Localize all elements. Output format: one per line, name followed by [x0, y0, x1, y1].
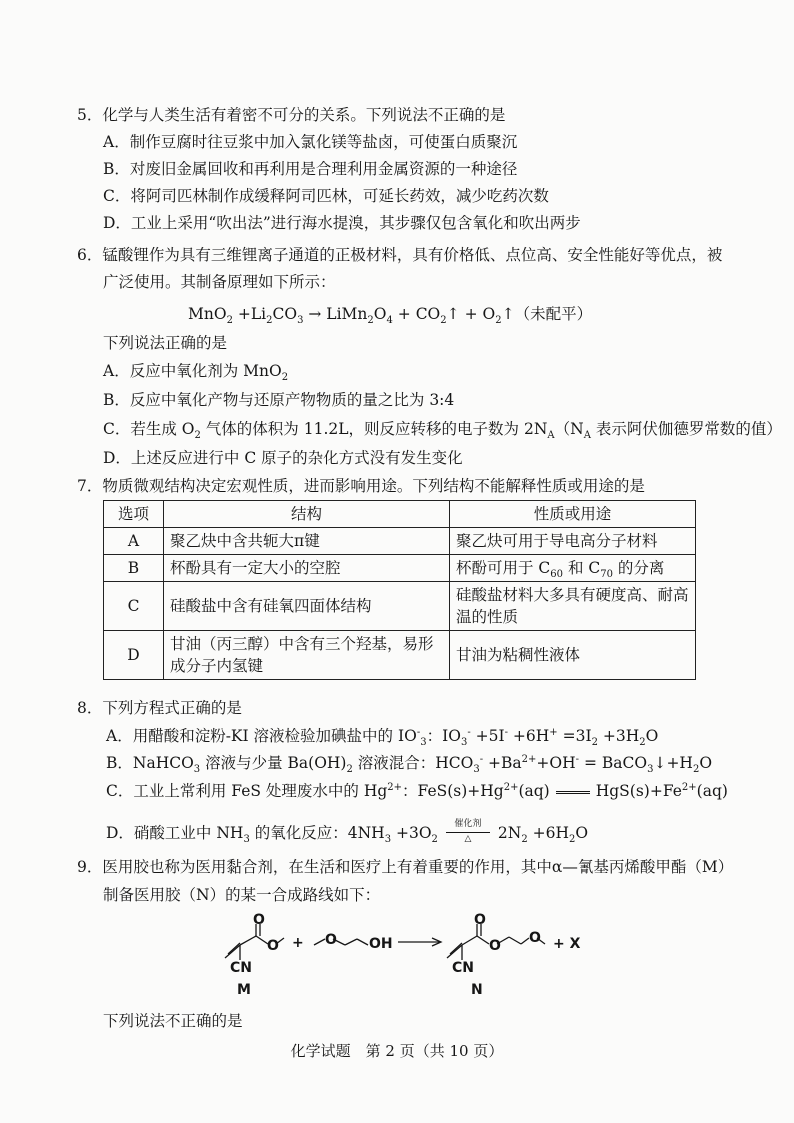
- q8-stem: 8．下列方程式正确的是: [77, 699, 242, 717]
- q9-prompt: 下列说法不正确的是: [103, 1012, 243, 1030]
- row-option: D: [104, 631, 164, 680]
- q8-option-c: C．工业上常利用 FeS 处理废水中的 $Hg^{2+}$：$FeS(s)+Hg^{2+}(aq)$ $HgS(s)+Fe^{2+}(aq)$: [106, 781, 728, 800]
- q6-stem-line1: 6．锰酸锂作为具有三维锂离子通道的正极材料，具有价格低、点位高、安全性能好等优点，被: [77, 246, 723, 264]
- q8-option-b: B．NaHCO$_3$ 溶液与少量 $Ba(OH)_2$ 溶液混合：$HCO_3^- +Ba^{2+}+OH^-$ = $BaCO_3↓+H_2O$: [106, 753, 713, 776]
- table-row: [104, 528, 696, 555]
- row-option: B: [104, 555, 164, 582]
- q6-option-a: A．反应中氧化剂为 MnO$_2$: [103, 362, 289, 384]
- catalyst-condition: [444, 819, 492, 844]
- q6-stem-line2: 广泛使用。其制备原理如下所示：: [103, 273, 336, 291]
- row-structure: [164, 631, 450, 680]
- q9-stem-line2: 制备医用胶（N）的某一合成路线如下：: [103, 886, 381, 904]
- row-property-line1: 硅酸盐材料大多具有硬度高、耐高: [456, 586, 689, 604]
- table-row: [104, 631, 696, 680]
- row-structure: 杯酚具有一定大小的空腔: [164, 555, 450, 582]
- q5-option-b: B．对废旧金属回收和再利用是合理利用金属资源的一种途径: [103, 160, 518, 178]
- n-carbonyl-oxygen: O: [474, 912, 486, 928]
- row-property: 甘油为粘稠性液体: [450, 631, 696, 680]
- m-ester-oxygen: O: [267, 938, 279, 954]
- table-row: [104, 582, 696, 631]
- n-ester-oxygen: O: [489, 938, 501, 954]
- q6-option-b: B．反应中氧化产物与还原产物物质的量之比为 3:4: [103, 391, 455, 409]
- q5-option-d: D．工业上采用“吹出法”进行海水提溴，其步骤仅包含氧化和吹出两步: [103, 214, 581, 232]
- row-structure-line2: 成分子内氢键: [170, 657, 264, 675]
- m-carbonyl-oxygen: O: [253, 912, 265, 928]
- q5-option-a: A．制作豆腐时往豆浆中加入氯化镁等盐卤，可使蛋白质聚沉: [103, 133, 518, 151]
- header-structure: 结构: [164, 501, 450, 528]
- page-footer: 化学试题 第 2 页（共 10 页）: [290, 1042, 504, 1060]
- row-structure: 聚乙炔中含共轭大π键: [164, 528, 450, 555]
- table-header-row: [104, 501, 696, 528]
- row-option: A: [104, 528, 164, 555]
- catalyst-label: 催化剂: [454, 819, 482, 829]
- m-cyano-group: CN: [230, 960, 252, 976]
- label-m: M: [237, 982, 251, 998]
- q9-stem-line1: 9．医用胶也称为医用黏合剂，在生活和医疗上有着重要的作用，其中α—氰基丙烯酸甲酯（M）: [77, 858, 734, 876]
- row-property: 聚乙炔可用于导电高分子材料: [450, 528, 696, 555]
- row-property-line2: 温的性质: [456, 608, 519, 626]
- q8-option-d: D．硝酸工业中 $NH_3$ 的氧化反应：$4NH_3 +3O_2$ 催化剂 △ $2N_2 +6H_2O$: [106, 822, 588, 844]
- table-row: [104, 555, 696, 582]
- row-structure: 硅酸盐中含有硅氧四面体结构: [164, 582, 450, 631]
- reagent-oxygen: O: [325, 932, 337, 948]
- q8-option-a: A．用醋酸和淀粉-KI 溶液检验加碘盐中的 $IO^-_3$：$IO_3^- +5I^- +6H^+ =3I_2 +3H_2O$: [106, 726, 659, 749]
- q6-prompt: 下列说法正确的是: [103, 334, 228, 352]
- q7-table: [103, 500, 696, 680]
- equilibrium-arrow-icon: [550, 780, 596, 802]
- row-structure-line1: 甘油（丙三醇）中含有三个羟基，易形: [170, 635, 434, 653]
- row-option: C: [104, 582, 164, 631]
- row-property: [450, 582, 696, 631]
- q6-option-c: C．若生成 $O_2$ 气体的体积为 11.2L，则反应转移的电子数为 $2N_A(N_A$ 表示阿伏伽德罗常数的值）: [103, 420, 782, 442]
- header-property: 性质或用途: [450, 501, 696, 528]
- byproduct-x: + X: [553, 936, 581, 952]
- heat-symbol: △: [464, 834, 472, 844]
- label-n: N: [471, 982, 483, 998]
- n-cyano-group: CN: [452, 960, 474, 976]
- q5-stem: 5．化学与人类生活有着密不可分的关系。下列说法不正确的是: [77, 106, 506, 124]
- q7-stem: 7．物质微观结构决定宏观性质，进而影响用途。下列结构不能解释性质或用途的是: [77, 477, 645, 495]
- n-ether-oxygen: O: [529, 930, 541, 946]
- q5-option-c: C．将阿司匹林制作成缓释阿司匹林，可延长药效，减少吃药次数: [103, 187, 549, 205]
- row-property: 杯酚可用于 $C_{60}$ 和 $C_{70}$ 的分离: [450, 555, 696, 582]
- q6-equation: $MnO_2 +Li_2CO_3$ → $LiMn_2O_4$ + $CO_2↑$ + $O_2↑$（未配平）: [188, 305, 593, 327]
- plus-sign: +: [292, 935, 304, 951]
- header-option: 选项: [104, 501, 164, 528]
- reagent-hydroxyl: OH: [369, 936, 393, 952]
- q6-option-d: D．上述反应进行中 C 原子的杂化方式没有发生变化: [103, 449, 463, 467]
